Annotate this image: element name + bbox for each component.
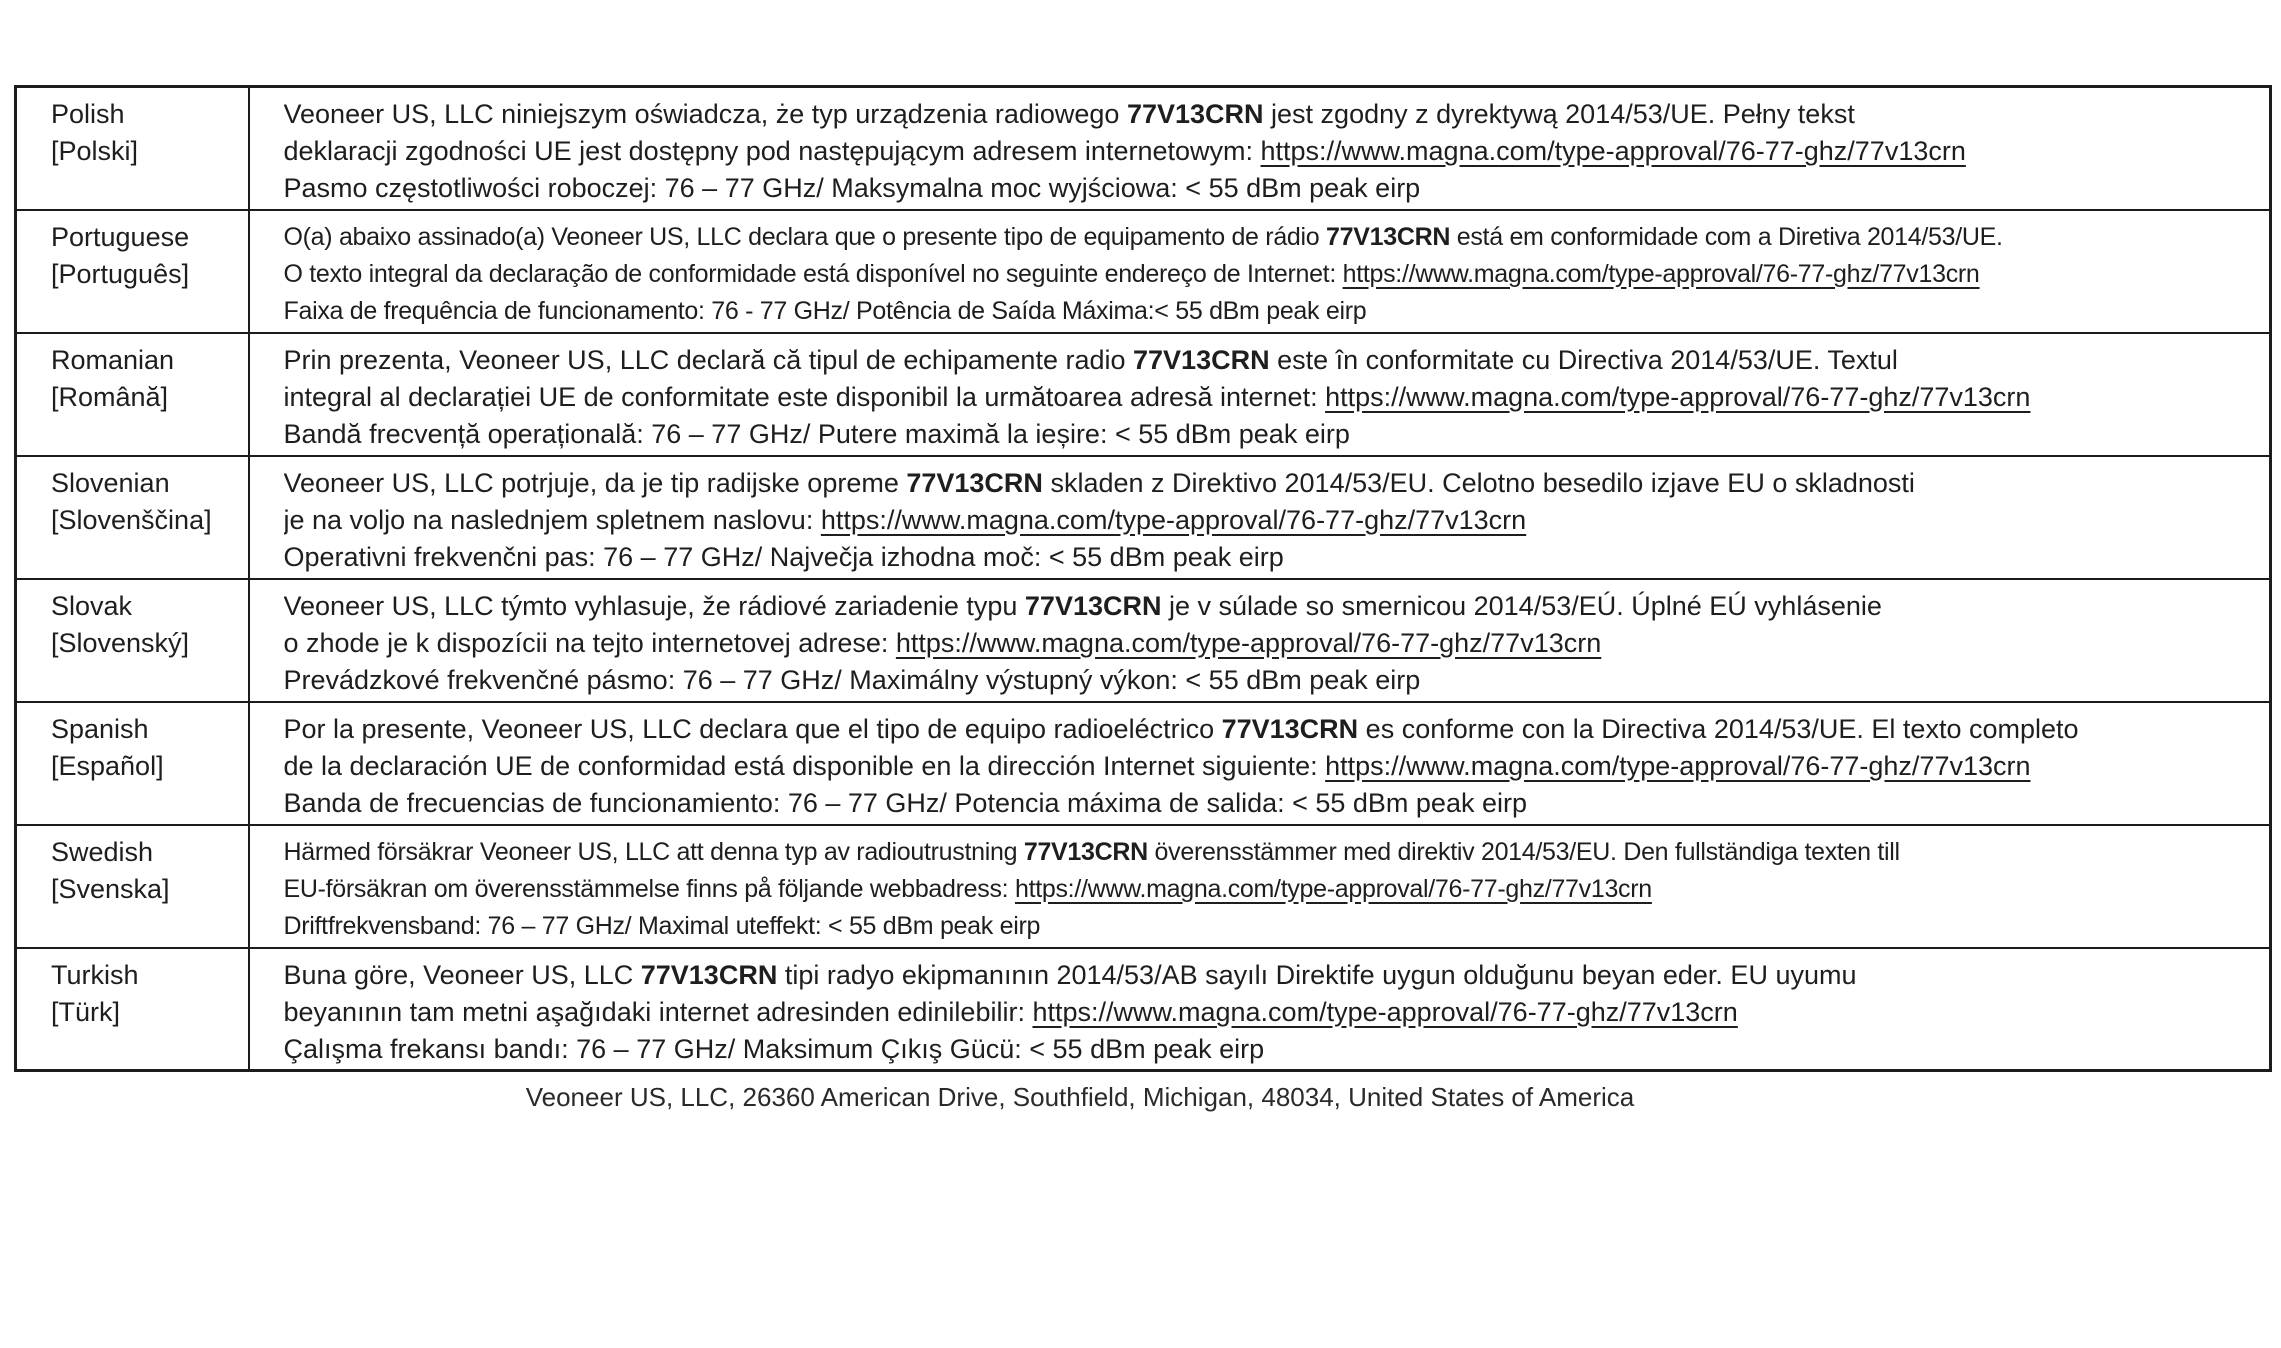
declaration-line1-post: es conforme con la Directiva 2014/53/UE. El texto completo bbox=[1358, 713, 2079, 744]
product-code: 77V13CRN bbox=[1023, 837, 1148, 866]
declaration-line1-pre: Por la presente, Veoneer US, LLC declara que el tipo de equipo radioeléctrico bbox=[283, 713, 1222, 744]
language-name: Romanian bbox=[51, 344, 175, 375]
declaration-line2-pre: deklaracji zgodności UE jest dostępny pod następującym adresem internetowym: bbox=[283, 136, 1261, 166]
table-row-swedish bbox=[16, 825, 2271, 948]
type-approval-url-link[interactable]: https://www.magna.com/type-approval/76-77-ghz/77v13crn bbox=[1325, 381, 2031, 412]
language-native: [Português] bbox=[51, 258, 190, 289]
declaration-cell bbox=[249, 825, 2271, 948]
declaration-line2-pre: de la declaración UE de conformidad está disponible en la dirección Internet siguiente: bbox=[283, 750, 1326, 781]
language-native: [Slovenský] bbox=[51, 627, 190, 658]
language-cell bbox=[16, 579, 249, 702]
type-approval-url-link[interactable]: https://www.magna.com/type-approval/76-77-ghz/77v13crn bbox=[1325, 750, 2031, 781]
declaration-line1-pre: Veoneer US, LLC potrjuje, da je tip radijske opreme bbox=[283, 467, 907, 498]
table-row-slovak bbox=[16, 579, 2271, 702]
table-row-polish bbox=[16, 87, 2271, 210]
frequency-power-line: Prevádzkové frekvenčné pásmo: 76 – 77 GHz/ Maximálny výstupný výkon: < 55 dBm peak eirp bbox=[283, 664, 1421, 695]
type-approval-url-link[interactable]: https://www.magna.com/type-approval/76-77-ghz/77v13crn bbox=[820, 504, 1527, 535]
declaration-line1 bbox=[284, 219, 2264, 256]
language-native: [Română] bbox=[51, 381, 169, 412]
product-code: 77V13CRN bbox=[1326, 222, 1451, 251]
declaration-cell bbox=[249, 333, 2271, 456]
declaration-line1-post: tipi radyo ekipmanının 2014/53/AB sayılı Direktife uygun olduğunu beyan eder. EU uyumu bbox=[777, 959, 1857, 990]
declaration-line2-pre: integral al declarației UE de conformitate este disponibil la următoarea adresă internet: bbox=[283, 381, 1326, 412]
declaration-line2 bbox=[284, 748, 2264, 785]
declaration-line2 bbox=[284, 994, 2264, 1031]
declaration-line1 bbox=[284, 588, 2264, 625]
table-row-slovenian bbox=[16, 456, 2271, 579]
language-cell bbox=[16, 333, 249, 456]
type-approval-url-link[interactable]: https://www.magna.com/type-approval/76-77-ghz/77v13crn bbox=[1342, 259, 1980, 288]
declaration-line2 bbox=[284, 625, 2264, 662]
language-native: [Polski] bbox=[51, 136, 139, 166]
declaration-cell bbox=[249, 579, 2271, 702]
language-name: Polish bbox=[51, 99, 125, 129]
type-approval-url-link[interactable]: https://www.magna.com/type-approval/76-77-ghz/77v13crn bbox=[1032, 996, 1738, 1027]
language-native: [Slovenščina] bbox=[51, 504, 212, 535]
declaration-line2-pre: beyanının tam metni aşağıdaki internet adresinden edinilebilir: bbox=[283, 996, 1033, 1027]
frequency-power-line: Bandă frecvență operațională: 76 – 77 GHz/ Putere maximă la ieșire: < 55 dBm peak eirp bbox=[283, 418, 1350, 449]
language-cell bbox=[16, 702, 249, 825]
declaration-line1 bbox=[284, 834, 2264, 871]
declaration-line2-pre: o zhode je k dispozícii na tejto internetovej adrese: bbox=[283, 627, 896, 658]
declaration-line1-pre: O(a) abaixo assinado(a) Veoneer US, LLC declara que o presente tipo de equipamento de rádio bbox=[283, 222, 1327, 251]
declaration-line1-pre: Prin prezenta, Veoneer US, LLC declară că tipul de echipamente radio bbox=[283, 344, 1134, 375]
frequency-power-line: Çalışma frekansı bandı: 76 – 77 GHz/ Maksimum Çıkış Gücü: < 55 dBm peak eirp bbox=[283, 1033, 1265, 1064]
language-native: [Svenska] bbox=[51, 873, 170, 904]
declaration-cell bbox=[249, 702, 2271, 825]
product-code: 77V13CRN bbox=[1024, 590, 1162, 621]
declaration-line2-pre: je na voljo na naslednjem spletnem naslovu: bbox=[283, 504, 821, 535]
language-name: Portuguese bbox=[51, 221, 190, 252]
product-code: 77V13CRN bbox=[906, 467, 1043, 498]
language-name: Turkish bbox=[51, 959, 139, 990]
language-name: Swedish bbox=[51, 836, 154, 867]
language-name: Slovak bbox=[51, 590, 133, 621]
language-cell bbox=[16, 825, 249, 948]
manufacturer-address: Veoneer US, LLC, 26360 American Drive, Southfield, Michigan, 48034, United States of America bbox=[525, 1082, 1635, 1112]
frequency-power-line: Faixa de frequência de funcionamento: 76 - 77 GHz/ Potência de Saída Máxima:< 55 dBm peak eirp bbox=[283, 296, 1367, 325]
product-code: 77V13CRN bbox=[640, 959, 778, 990]
declaration-line1-post: je v súlade so smernicou 2014/53/EÚ. Úplné EÚ vyhlásenie bbox=[1161, 590, 1882, 621]
frequency-power-line: Pasmo częstotliwości roboczej: 76 – 77 GHz/ Maksymalna moc wyjściowa: < 55 dBm peak eirp bbox=[283, 173, 1421, 203]
frequency-power-line: Operativni frekvenčni pas: 76 – 77 GHz/ Največja izhodna moč: < 55 dBm peak eirp bbox=[283, 541, 1284, 572]
declaration-line1-post: skladen z Direktivo 2014/53/EU. Celotno besedilo izjave EU o skladnosti bbox=[1042, 467, 1915, 498]
table-row-portuguese bbox=[16, 210, 2271, 333]
declaration-line2 bbox=[284, 502, 2264, 539]
frequency-power-line: Driftfrekvensband: 76 – 77 GHz/ Maximal uteffekt: < 55 dBm peak eirp bbox=[283, 911, 1041, 940]
language-cell bbox=[16, 210, 249, 333]
declaration-line2 bbox=[284, 133, 2264, 170]
language-native: [Español] bbox=[51, 750, 164, 781]
declaration-cell bbox=[249, 210, 2271, 333]
language-name: Slovenian bbox=[51, 467, 170, 498]
table-row-turkish bbox=[16, 948, 2271, 1071]
declaration-line1-pre: Härmed försäkrar Veoneer US, LLC att denna typ av radioutrustning bbox=[283, 837, 1024, 866]
declaration-line1-post: este în conformitate cu Directiva 2014/53/UE. Textul bbox=[1269, 344, 1898, 375]
declaration-line2-pre: O texto integral da declaração de conformidade está disponível no seguinte endereço de Internet: bbox=[283, 259, 1343, 288]
declaration-line2 bbox=[284, 871, 2264, 908]
declaration-line1-post: jest zgodny z dyrektywą 2014/53/UE. Pełny tekst bbox=[1263, 99, 1855, 129]
product-code: 77V13CRN bbox=[1126, 99, 1264, 129]
declaration-line1-post: está em conformidade com a Diretiva 2014/53/UE. bbox=[1450, 222, 2003, 251]
table-row-romanian bbox=[16, 333, 2271, 456]
declaration-line2 bbox=[284, 256, 2264, 293]
declaration-line1-pre: Veoneer US, LLC týmto vyhlasuje, že rádiové zariadenie typu bbox=[283, 590, 1025, 621]
declaration-cell bbox=[249, 948, 2271, 1071]
declaration-cell bbox=[249, 456, 2271, 579]
type-approval-url-link[interactable]: https://www.magna.com/type-approval/76-77-ghz/77v13crn bbox=[1014, 874, 1652, 903]
language-name: Spanish bbox=[51, 713, 149, 744]
declaration-line2-pre: EU-försäkran om överensstämmelse finns på följande webbadress: bbox=[283, 874, 1015, 903]
declaration-line1 bbox=[284, 96, 2264, 133]
declaration-line1-pre: Veoneer US, LLC niniejszym oświadcza, że typ urządzenia radiowego bbox=[283, 99, 1127, 129]
declaration-line1-post: överensstämmer med direktiv 2014/53/EU. Den fullständiga texten till bbox=[1147, 837, 1900, 866]
product-code: 77V13CRN bbox=[1133, 344, 1270, 375]
declaration-cell bbox=[249, 87, 2271, 210]
declaration-line1-pre: Buna göre, Veoneer US, LLC bbox=[283, 959, 641, 990]
language-declaration-table bbox=[14, 85, 2272, 1072]
frequency-power-line: Banda de frecuencias de funcionamiento: 76 – 77 GHz/ Potencia máxima de salida: < 55 dBm peak eirp bbox=[283, 787, 1527, 818]
language-cell bbox=[16, 948, 249, 1071]
language-cell bbox=[16, 87, 249, 210]
type-approval-url-link[interactable]: https://www.magna.com/type-approval/76-77-ghz/77v13crn bbox=[895, 627, 1602, 658]
language-cell bbox=[16, 456, 249, 579]
product-code: 77V13CRN bbox=[1221, 713, 1359, 744]
table-row-spanish bbox=[16, 702, 2271, 825]
declaration-line1 bbox=[284, 957, 2264, 994]
type-approval-url-link[interactable]: https://www.magna.com/type-approval/76-77-ghz/77v13crn bbox=[1260, 136, 1966, 166]
declaration-line1 bbox=[284, 342, 2264, 379]
declaration-line1 bbox=[284, 711, 2264, 748]
language-native: [Türk] bbox=[51, 996, 121, 1027]
declaration-line1 bbox=[284, 465, 2264, 502]
declaration-line2 bbox=[284, 379, 2264, 416]
